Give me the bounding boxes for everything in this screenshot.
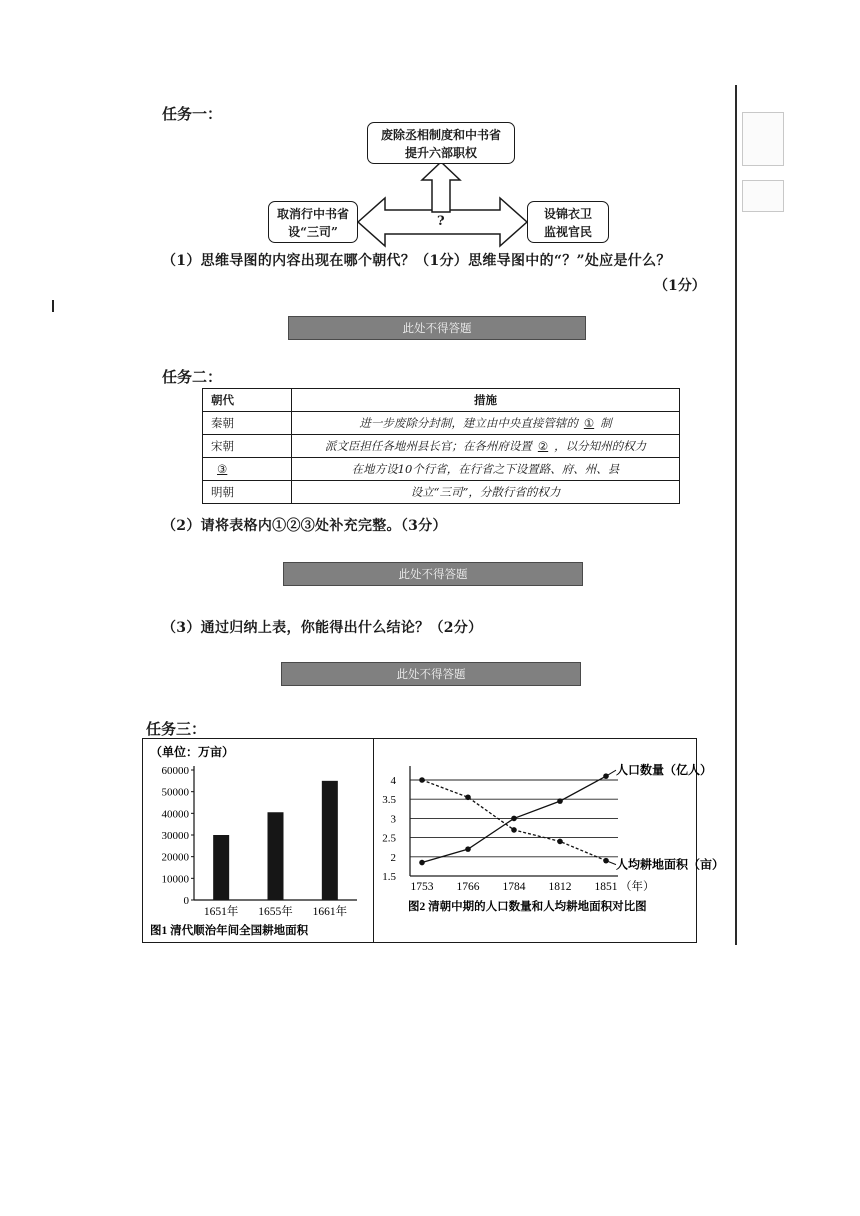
chart1-y-tick-label: 10000 (161, 873, 189, 886)
table-cell-dynasty: 秦朝 (203, 412, 292, 435)
chart1-bar (213, 835, 229, 900)
chart1-x-tick-label: 1655年 (258, 906, 293, 918)
margin-tick (52, 300, 54, 312)
table-row (203, 412, 680, 435)
mindmap-right-line1: 设锦衣卫 (543, 207, 592, 221)
answer-restricted-bar-2: 此处不得答题 (283, 562, 583, 586)
chart2-series-1-label: 人口数量（亿人） (616, 763, 713, 778)
chart2-y-tick-label: 1.5 (382, 871, 396, 883)
chart2-x-tick-label: 1766 (456, 881, 480, 893)
chart2-point (557, 839, 563, 845)
chart2-y-tick-label: 3 (390, 813, 396, 826)
chart1-y-tick-label: 30000 (161, 830, 189, 842)
blank-3: ③ (217, 462, 228, 476)
task3-label: 任务三： (146, 720, 207, 738)
chart1-bar (322, 781, 338, 900)
chart1-x-tick-label: 1651年 (203, 906, 239, 918)
mindmap-node-right (527, 201, 609, 243)
blank-1: ① (583, 416, 595, 430)
measures-table (202, 388, 680, 504)
task1-label: 任务一： (162, 105, 223, 123)
table-cell-dynasty (203, 458, 292, 481)
chart2-x-tick-label: 1784 (502, 881, 526, 893)
chart2-point (557, 798, 563, 804)
question-1: （1）思维导图的内容出现在哪个朝代？（1分）思维导图中的“？”处应是什么？ (162, 253, 671, 269)
chart2-point (465, 794, 471, 800)
chart1-y-tick-label: 50000 (161, 786, 189, 799)
table-cell-measure (292, 435, 680, 458)
task2-label: 任务二： (162, 368, 223, 386)
mindmap-left-line1: 取消行中书省 (276, 207, 349, 221)
table-cell-dynasty: 明朝 (203, 481, 292, 504)
table-row (203, 481, 680, 504)
mindmap-top-line1: 废除丞相制度和中书省 (380, 128, 501, 142)
chart1-unit-label: （单位：万亩） (150, 745, 235, 759)
mindmap-top-line2: 提升六部职权 (404, 146, 477, 160)
chart1-y-tick-label: 0 (183, 895, 189, 907)
blank-2: ② (537, 439, 549, 453)
answer-restricted-bar-3: 此处不得答题 (281, 662, 581, 686)
chart1-y-tick-label: 40000 (161, 808, 189, 821)
chart-farmland-area (142, 738, 373, 942)
measure-text-tail: ，以分知州的权力 (554, 439, 647, 453)
answer-restricted-bar-1: 此处不得答题 (288, 316, 586, 340)
table-cell-measure (292, 412, 680, 435)
chart2-point (465, 846, 471, 852)
chart2-series-1-pointer (606, 770, 616, 776)
chart2-x-unit: （年） (620, 881, 655, 893)
chart1-y-tick-label: 20000 (161, 851, 189, 864)
chart2-point (419, 777, 425, 783)
question-2: （2）请将表格内①②③处补充完整。（3分） (162, 518, 447, 534)
question-1-score: （1分） (654, 278, 706, 294)
chart2-y-tick-label: 3.5 (382, 794, 396, 807)
table-cell-dynasty: 宋朝 (203, 435, 292, 458)
measure-text-tail: 制 (600, 416, 612, 430)
chart2-point (603, 773, 609, 779)
chart2-point (511, 827, 517, 833)
mindmap-question-mark: ? (437, 214, 445, 229)
mindmap-node-top (367, 122, 515, 164)
chart2-point (419, 860, 425, 866)
table-header-measures: 措施 (292, 389, 680, 412)
chart2-title: 图2 清朝中期的人口数量和人均耕地面积对比图 (408, 901, 647, 913)
question-3: （3）通过归纳上表，你能得出什么结论？（2分） (162, 620, 483, 636)
mindmap-left-line2: 设“三司” (288, 225, 338, 239)
chart2-y-tick-label: 2 (390, 851, 396, 864)
chart1-bar (268, 812, 284, 900)
chart2-series-2-label: 人均耕地面积（亩） (616, 857, 725, 872)
chart-population-vs-farmland (374, 738, 725, 942)
mindmap-node-left (268, 201, 358, 243)
chart2-point (511, 816, 517, 822)
chart2-x-tick-label: 1812 (548, 881, 572, 893)
chart2-y-tick-label: 4 (390, 775, 396, 787)
mindmap-right-line2: 监视官民 (543, 225, 592, 239)
table-cell-measure: 设立“三司”，分散行省的权力 (292, 481, 680, 504)
chart1-y-tick-label: 60000 (161, 765, 189, 777)
table-header-dynasty: 朝代 (203, 389, 292, 412)
chart1-title: 图1 清代顺治年间全国耕地面积 (150, 925, 309, 937)
table-cell-measure: 在地方设10个行省，在行省之下设置路、府、州、县 (292, 458, 680, 481)
chart2-x-tick-label: 1753 (410, 881, 434, 893)
table-row (203, 458, 680, 481)
measure-text: 进一步废除分封制，建立由中央直接管辖的 (359, 416, 578, 430)
chart2-y-tick-label: 2.5 (382, 832, 396, 845)
table-header-row (203, 389, 680, 412)
chart1-x-tick-label: 1661年 (312, 906, 348, 918)
chart2-x-tick-label: 1851 (594, 881, 618, 893)
measure-text: 派文臣担任各地州县长官；在各州府设置 (324, 439, 532, 453)
table-row (203, 435, 680, 458)
